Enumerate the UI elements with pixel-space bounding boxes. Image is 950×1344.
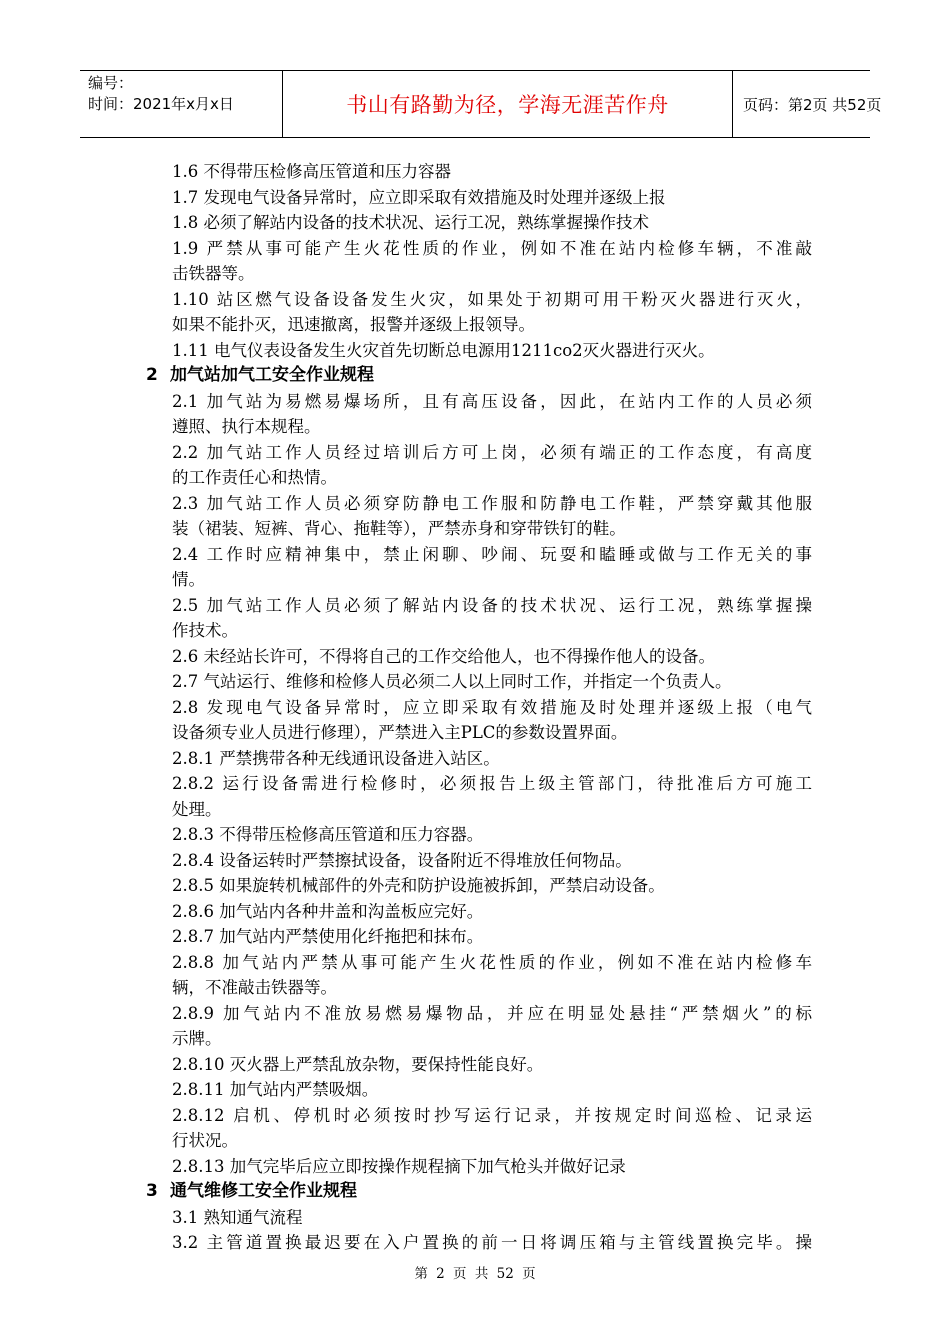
text-line-wrapped [0, 1001, 950, 1027]
text-line-wrapped [0, 593, 950, 619]
text-line-wrapped [0, 236, 950, 262]
text-line: 设备须专业人员进行修理），严禁进入主PLC的参数设置界面。 [172, 723, 628, 742]
text-line: 行状况。 [172, 1131, 238, 1150]
text-line: 2.8.1 严禁携带各种无线通讯设备进入站区。 [172, 748, 500, 768]
header-info-cell [80, 71, 283, 137]
page-footer: 第 2 页 共 52 页 [414, 1266, 536, 1282]
motto-text: 书山有路勤为径，学海无涯苦作舟 [346, 93, 669, 117]
text-line-wrapped [0, 542, 950, 568]
text-line: 情。 [172, 570, 205, 589]
text-line: 辆，不准敲击铁器等。 [172, 978, 337, 997]
text-line-wrapped [0, 695, 950, 721]
header-page-info: 页码：第2页 共52页 [743, 95, 882, 114]
text-line: 2.8.6 加气站内各种井盖和沟盖板应完好。 [172, 901, 484, 921]
text-line: 1.6 不得带压检修高压管道和压力容器 [172, 162, 451, 181]
text-line: 2.8.7 加气站内严禁使用化纤拖把和抹布。 [172, 927, 484, 946]
paragraph-text: 2.8.9 加气站内不准放易燃易爆物品，并应在明显处悬挂“严禁烟火”的标 [172, 1003, 812, 1023]
text-line: 2.8.5 如果旋转机械部件的外壳和防护设施被拆卸，严禁启动设备。 [172, 876, 665, 895]
text-line-wrapped [0, 771, 950, 797]
text-line: 作技术。 [172, 621, 238, 640]
paragraph-text: 3.2 主管道置换最迟要在入户置换的前一日将调压箱与主管线置换完毕。操 [172, 1233, 812, 1252]
paragraph-text: 1.10 站区燃气设备设备发生火灾，如果处于初期可用干粉灭火器进行灭火， [172, 289, 812, 309]
text-line: 2.8.3 不得带压检修高压管道和压力容器。 [172, 825, 484, 844]
section-heading-2 [0, 363, 950, 389]
text-line-wrapped [0, 287, 950, 313]
paragraph-text: 2.8 发现电气设备异常时，应立即采取有效措施及时处理并逐级上报（电气 [172, 697, 812, 717]
text-line: 装（裙装、短裤、背心、拖鞋等），严禁赤身和穿带铁钉的鞋。 [172, 519, 626, 538]
text-line-wrapped [0, 950, 950, 976]
text-line: 2.6 未经站长许可，不得将自己的工作交给他人，也不得操作他人的设备。 [172, 646, 715, 666]
text-line: 处理。 [172, 799, 222, 819]
document-body [0, 159, 950, 1256]
text-line: 2.8.4 设备运转时严禁擦拭设备，设备附近不得堆放任何物品。 [172, 850, 632, 870]
paragraph-text: 2.1 加气站为易燃易爆场所，且有高压设备，因此，在站内工作的人员必须 [172, 391, 812, 411]
paragraph-text: 2.8.12 启机、停机时必须按时抄写运行记录，并按规定时间巡检、记录运 [172, 1105, 812, 1125]
section-number: 2 [146, 365, 158, 385]
section-number: 3 [146, 1181, 158, 1201]
text-line: 1.7 发现电气设备异常时，应立即采取有效措施及时处理并逐级上报 [172, 187, 666, 207]
text-line: 2.8.13 加气完毕后应立即按操作规程摘下加气枪头并做好记录 [172, 1156, 626, 1176]
paragraph-text: 2.4 工作时应精神集中，禁止闲聊、吵闹、玩耍和瞌睡或做与工作无关的事 [172, 544, 812, 564]
header-page-cell [733, 71, 882, 137]
paragraph-text: 2.8.8 加气站内严禁从事可能产生火花性质的作业，例如不准在站内检修车 [172, 952, 812, 972]
text-line: 如果不能扑灭，迅速撤离，报警并逐级上报领导。 [172, 315, 535, 334]
date-label: 时间：2021年x月x日 [88, 95, 234, 113]
text-line: 2.8.10 灭火器上严禁乱放杂物，要保持性能良好。 [172, 1054, 544, 1074]
text-line-wrapped [0, 440, 950, 466]
text-line: 1.11 电气仪表设备发生火灾首先切断总电源用1211co2灭火器进行灭火。 [172, 340, 715, 360]
text-line: 2.7 气站运行、维修和检修人员必须二人以上同时工作，并指定一个负责人。 [172, 672, 732, 691]
text-line-wrapped [0, 1230, 950, 1256]
header-motto-cell [283, 71, 733, 137]
section-heading-3 [0, 1179, 950, 1205]
text-line-wrapped [0, 491, 950, 517]
text-line-wrapped [0, 389, 950, 415]
paragraph-text: 2.2 加气站工作人员经过培训后方可上岗，必须有端正的工作态度，有高度 [172, 442, 812, 462]
section-title: 加气站加气工安全作业规程 [170, 365, 374, 385]
text-line: 遵照、执行本规程。 [172, 417, 321, 436]
paragraph-text: 2.5 加气站工作人员必须了解站内设备的技术状况、运行工况，熟练掌握操 [172, 595, 812, 615]
text-line: 3.1 熟知通气流程 [172, 1207, 303, 1227]
paragraph-text: 1.9 严禁从事可能产生火花性质的作业，例如不准在站内检修车辆，不准敲 [172, 238, 812, 258]
text-line-wrapped [0, 1103, 950, 1129]
paragraph-text: 2.8.2 运行设备需进行检修时，必须报告上级主管部门，待批准后方可施工 [172, 774, 812, 793]
text-line: 示牌。 [172, 1029, 222, 1048]
serial-number-label: 编号： [88, 74, 134, 92]
text-line: 击铁器等。 [172, 264, 255, 283]
paragraph-text: 2.3 加气站工作人员必须穿防静电工作服和防静电工作鞋，严禁穿戴其他服 [172, 493, 812, 513]
text-line: 的工作责任心和热情。 [172, 468, 337, 487]
page-header [80, 70, 882, 138]
section-title: 通气维修工安全作业规程 [170, 1181, 357, 1201]
text-line: 2.8.11 加气站内严禁吸烟。 [172, 1080, 379, 1099]
text-line: 1.8 必须了解站内设备的技术状况、运行工况，熟练掌握操作技术 [172, 213, 649, 232]
